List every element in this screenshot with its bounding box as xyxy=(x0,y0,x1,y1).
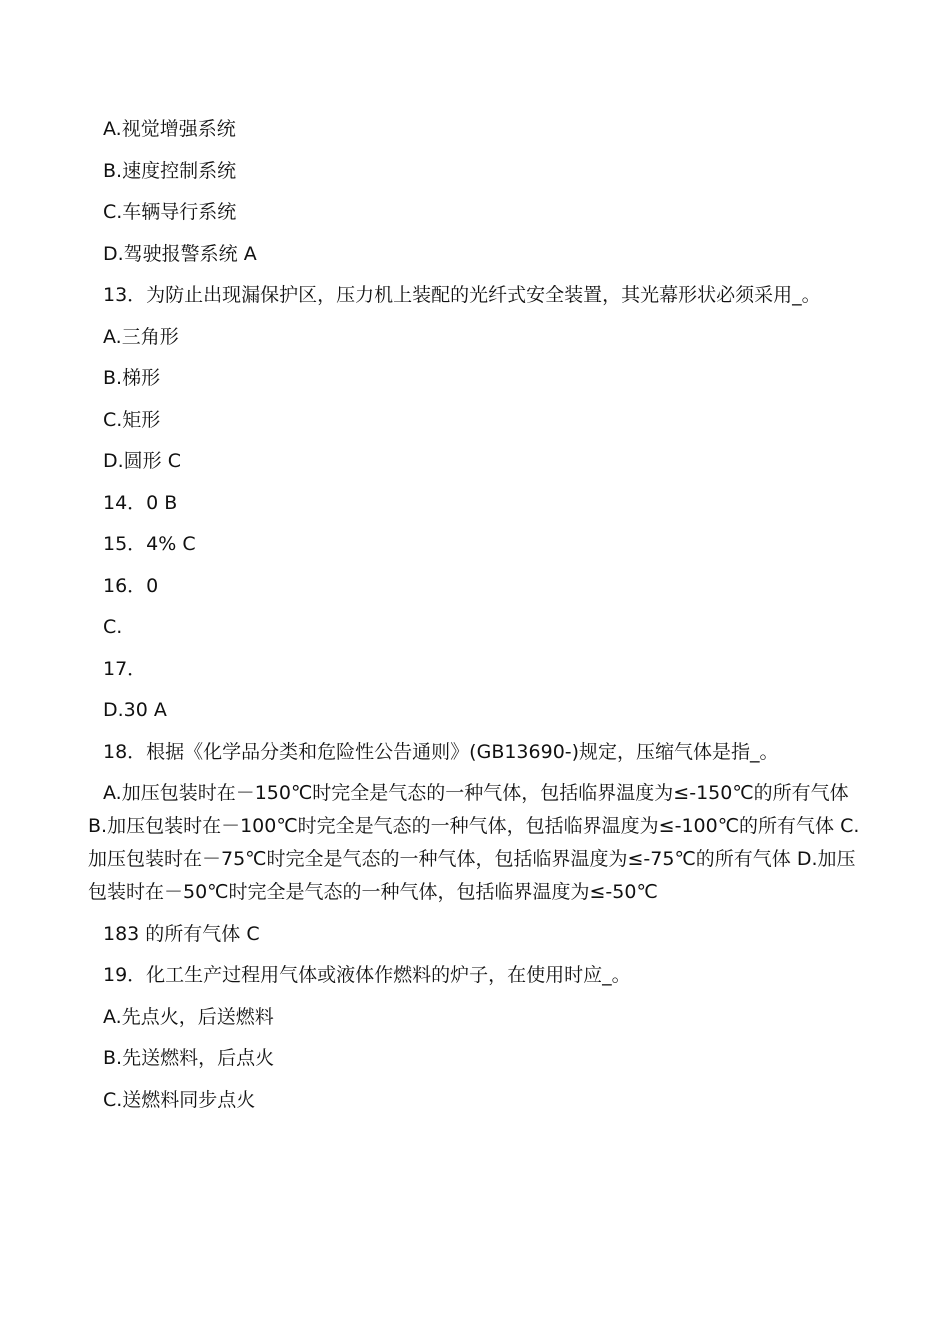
paragraph: D.圆形 C xyxy=(103,450,181,472)
question-19: 19．化工生产过程用气体或液体作燃料的炉子，在使用时应_。 xyxy=(103,964,631,986)
question-15: 15．4% C xyxy=(103,533,196,555)
paragraph: A.三角形 xyxy=(103,325,179,348)
paragraph: C.矩形 xyxy=(103,408,161,431)
paragraph: B.先送燃料，后点火 xyxy=(103,1047,275,1069)
paragraph: D.驾驶报警系统 A xyxy=(103,242,257,265)
paragraph: D.30 A xyxy=(103,699,167,721)
question-18: 18．根据《化学品分类和危险性公告通则》(GB13690-)规定，压缩气体是指_。 xyxy=(103,740,779,763)
paragraph: C.车辆导行系统 xyxy=(103,201,237,223)
document-body xyxy=(88,113,868,1125)
paragraph: B.梯形 xyxy=(103,367,161,389)
paragraph: B.速度控制系统 xyxy=(103,159,237,182)
question-14: 14．0 B xyxy=(103,491,178,514)
question-17: 17． xyxy=(103,657,147,680)
question-18-options: A.加压包装时在－150℃时完全是气态的一种气体，包括临界温度为≤-150℃的所有气体 B.加压包装时在－100℃时完全是气态的一种气体，包括临界温度为≤-100℃的所有气体 C.加压包装时在－75℃时完全是气态的一种气体，包括临界温度为≤-75℃的所有气体 D.加压包装时在－50℃时完全是气态的一种气体，包括临界温度为≤-50℃ xyxy=(88,782,860,903)
question-13: 13．为防止出现漏保护区，压力机上装配的光纤式安全装置，其光幕形状必须采用_。 xyxy=(103,284,821,306)
paragraph: A.视觉增强系统 xyxy=(103,118,236,140)
paragraph: C. xyxy=(103,616,123,638)
paragraph: A.先点火，后送燃料 xyxy=(103,1005,274,1028)
paragraph: 183 的所有气体 C xyxy=(103,922,260,945)
question-16: 16．0 xyxy=(103,574,159,597)
paragraph: C.送燃料同步点火 xyxy=(103,1088,256,1111)
